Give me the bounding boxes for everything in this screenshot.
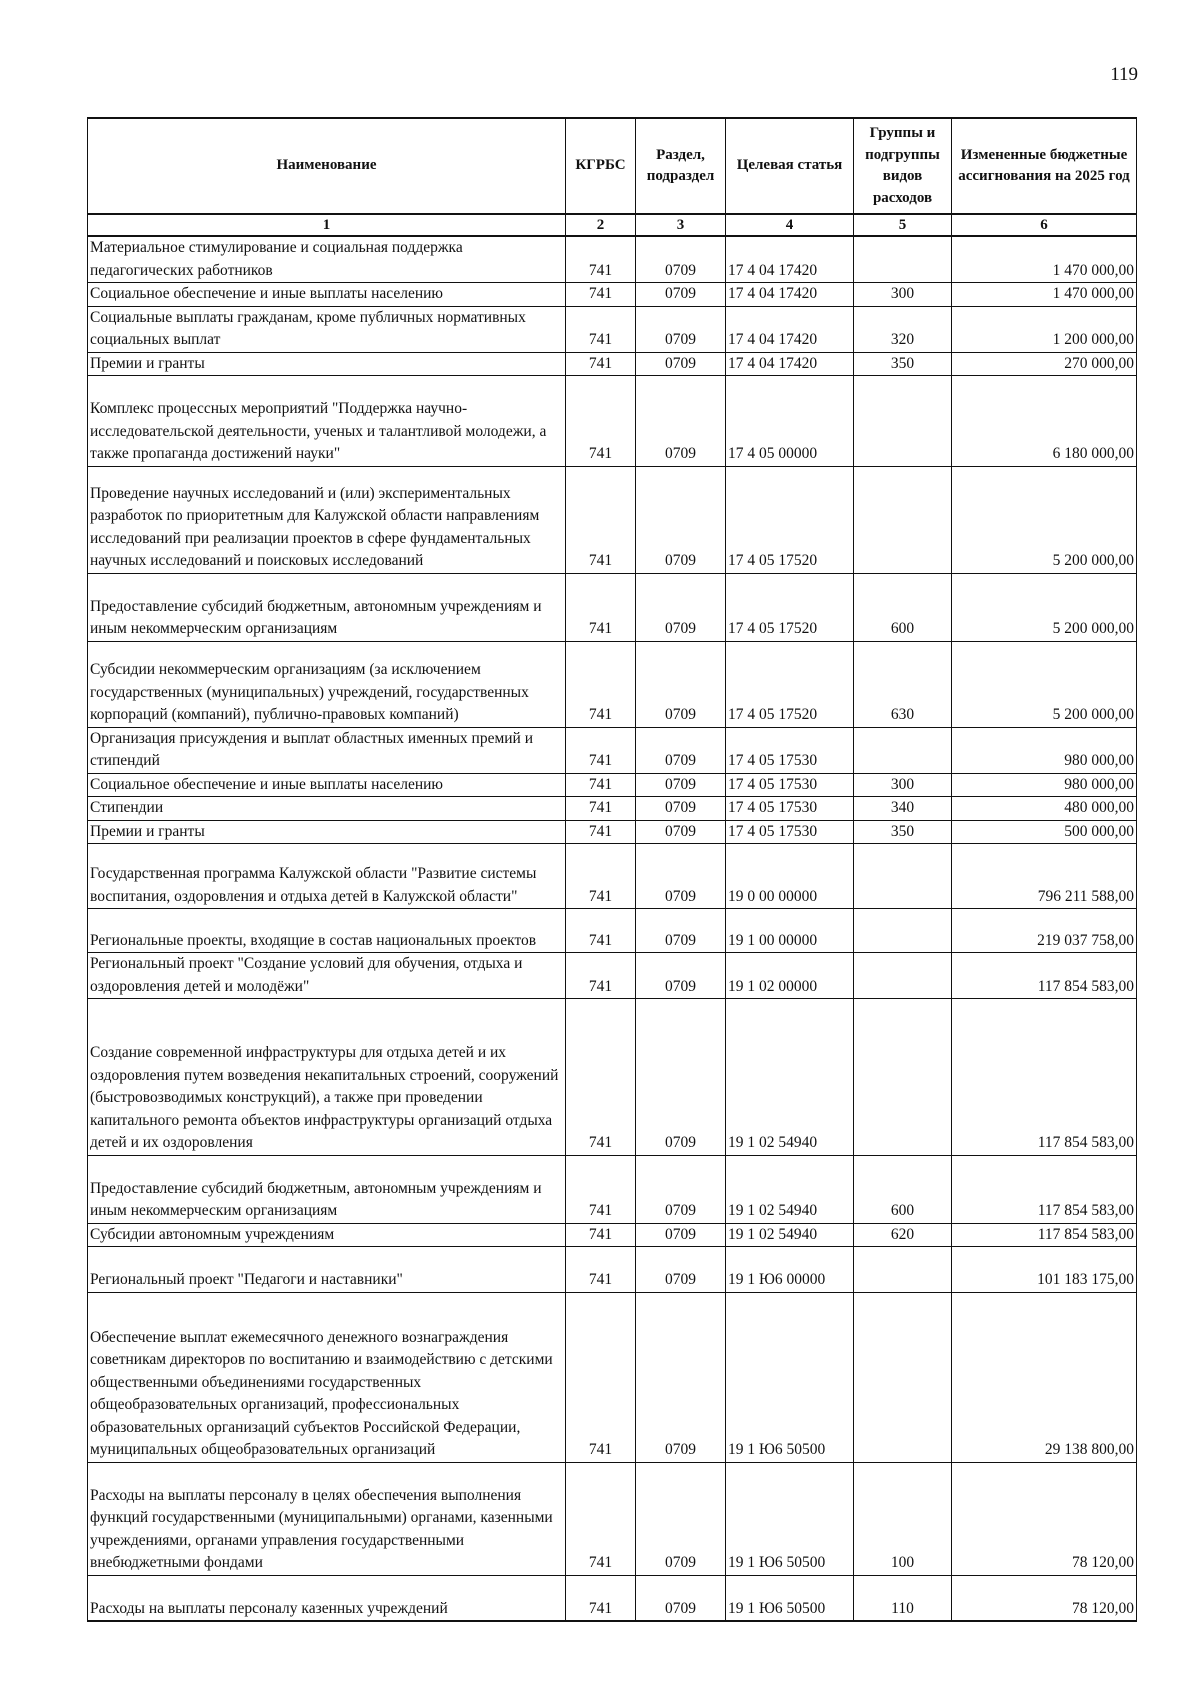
row-group: 100	[854, 1462, 952, 1575]
table-row	[88, 797, 1137, 821]
table-row	[88, 909, 1137, 953]
table-row	[88, 376, 1137, 467]
table-row	[88, 306, 1137, 352]
table-row	[88, 283, 1137, 307]
row-target: 17 4 04 17420	[726, 306, 854, 352]
header-target: Целевая статья	[726, 118, 854, 214]
row-kgrbs: 741	[566, 573, 636, 641]
row-group	[854, 1292, 952, 1462]
header-name: Наименование	[88, 118, 566, 214]
row-target: 17 4 05 17520	[726, 641, 854, 727]
row-kgrbs: 741	[566, 641, 636, 727]
row-section: 0709	[636, 773, 726, 797]
row-section: 0709	[636, 1247, 726, 1293]
row-section: 0709	[636, 844, 726, 909]
header-kgrbs: КГРБС	[566, 118, 636, 214]
row-group	[854, 844, 952, 909]
row-kgrbs: 741	[566, 376, 636, 467]
row-section: 0709	[636, 999, 726, 1156]
row-name: Расходы на выплаты персоналу казенных учреждений	[88, 1575, 566, 1621]
row-target: 17 4 05 17520	[726, 573, 854, 641]
row-name: Организация присуждения и выплат областных именных премий и стипендий	[88, 727, 566, 773]
row-target: 17 4 05 17530	[726, 797, 854, 821]
row-kgrbs: 741	[566, 306, 636, 352]
row-name: Социальные выплаты гражданам, кроме публичных нормативных социальных выплат	[88, 306, 566, 352]
header-number: 4	[726, 214, 854, 236]
row-kgrbs: 741	[566, 1223, 636, 1247]
row-kgrbs: 741	[566, 797, 636, 821]
row-kgrbs: 741	[566, 999, 636, 1156]
table-header	[88, 118, 1137, 236]
row-section: 0709	[636, 1462, 726, 1575]
row-kgrbs: 741	[566, 352, 636, 376]
row-section: 0709	[636, 306, 726, 352]
table-row	[88, 1575, 1137, 1621]
row-section: 0709	[636, 1292, 726, 1462]
row-group	[854, 376, 952, 467]
row-target: 19 1 02 54940	[726, 1223, 854, 1247]
budget-table	[87, 117, 1137, 1622]
row-name: Проведение научных исследований и (или) экспериментальных разработок по приоритетным для Калужской области направлениям исследований при реализации проектов в сфере фундаментальных научных исследований и поисковых исследований	[88, 466, 566, 573]
row-kgrbs: 741	[566, 844, 636, 909]
header-number: 2	[566, 214, 636, 236]
row-group: 620	[854, 1223, 952, 1247]
row-kgrbs: 741	[566, 283, 636, 307]
table-row	[88, 1247, 1137, 1293]
row-target: 17 4 05 00000	[726, 376, 854, 467]
row-kgrbs: 741	[566, 820, 636, 844]
row-amount: 1 200 000,00	[952, 306, 1137, 352]
row-group: 600	[854, 573, 952, 641]
row-target: 17 4 05 17530	[726, 773, 854, 797]
header-number-row	[88, 214, 1137, 236]
row-amount: 29 138 800,00	[952, 1292, 1137, 1462]
row-name: Государственная программа Калужской области "Развитие системы воспитания, оздоровления и отдыха детей в Калужской области"	[88, 844, 566, 909]
row-target: 17 4 04 17420	[726, 283, 854, 307]
row-target: 19 1 Ю6 00000	[726, 1247, 854, 1293]
row-kgrbs: 741	[566, 909, 636, 953]
row-target: 19 1 02 00000	[726, 953, 854, 999]
row-group: 320	[854, 306, 952, 352]
row-section: 0709	[636, 376, 726, 467]
row-amount: 117 854 583,00	[952, 1223, 1137, 1247]
row-group: 350	[854, 352, 952, 376]
row-target: 17 4 05 17530	[726, 820, 854, 844]
row-name: Социальное обеспечение и иные выплаты населению	[88, 773, 566, 797]
row-name: Материальное стимулирование и социальная поддержка педагогических работников	[88, 236, 566, 283]
row-target: 17 4 04 17420	[726, 236, 854, 283]
row-section: 0709	[636, 283, 726, 307]
row-target: 17 4 05 17530	[726, 727, 854, 773]
table-row	[88, 352, 1137, 376]
row-name: Предоставление субсидий бюджетным, автономным учреждениям и иным некоммерческим организациям	[88, 573, 566, 641]
row-amount: 270 000,00	[952, 352, 1137, 376]
row-name: Социальное обеспечение и иные выплаты населению	[88, 283, 566, 307]
row-amount: 480 000,00	[952, 797, 1137, 821]
row-name: Расходы на выплаты персоналу в целях обеспечения выполнения функций государственными (муниципальными) органами, казенными учреждениями, органами управления государственными внебюджетными фондами	[88, 1462, 566, 1575]
row-name: Субсидии некоммерческим организациям (за исключением государственных (муниципальных) учреждений, государственных корпораций (компаний), публично-правовых компаний)	[88, 641, 566, 727]
row-amount: 6 180 000,00	[952, 376, 1137, 467]
row-section: 0709	[636, 573, 726, 641]
table-row	[88, 1223, 1137, 1247]
page-number: 119	[1110, 64, 1138, 85]
row-group: 340	[854, 797, 952, 821]
row-kgrbs: 741	[566, 953, 636, 999]
row-section: 0709	[636, 1155, 726, 1223]
row-section: 0709	[636, 953, 726, 999]
table-row	[88, 573, 1137, 641]
row-amount: 796 211 588,00	[952, 844, 1137, 909]
row-name: Региональный проект "Педагоги и наставники"	[88, 1247, 566, 1293]
row-amount: 219 037 758,00	[952, 909, 1137, 953]
row-target: 19 1 Ю6 50500	[726, 1575, 854, 1621]
row-kgrbs: 741	[566, 1155, 636, 1223]
row-section: 0709	[636, 466, 726, 573]
row-group: 110	[854, 1575, 952, 1621]
row-group: 630	[854, 641, 952, 727]
row-amount: 117 854 583,00	[952, 953, 1137, 999]
table-row	[88, 844, 1137, 909]
row-section: 0709	[636, 820, 726, 844]
row-amount: 78 120,00	[952, 1575, 1137, 1621]
row-amount: 5 200 000,00	[952, 641, 1137, 727]
row-section: 0709	[636, 1223, 726, 1247]
row-amount: 5 200 000,00	[952, 466, 1137, 573]
row-kgrbs: 741	[566, 236, 636, 283]
table-row	[88, 1462, 1137, 1575]
row-target: 19 1 Ю6 50500	[726, 1462, 854, 1575]
row-target: 19 1 02 54940	[726, 999, 854, 1156]
row-kgrbs: 741	[566, 773, 636, 797]
row-name: Стипендии	[88, 797, 566, 821]
header-amount: Измененные бюджетные ассигнования на 2025 год	[952, 118, 1137, 214]
row-group	[854, 909, 952, 953]
row-section: 0709	[636, 909, 726, 953]
row-group: 350	[854, 820, 952, 844]
row-name: Региональные проекты, входящие в состав национальных проектов	[88, 909, 566, 953]
row-name: Создание современной инфраструктуры для отдыха детей и их оздоровления путем возведения некапитальных строений, сооружений (быстровозводимых конструкций), а также при проведении капитального ремонта объектов инфраструктуры организаций отдыха детей и их оздоровления	[88, 999, 566, 1156]
row-section: 0709	[636, 727, 726, 773]
header-number: 5	[854, 214, 952, 236]
row-kgrbs: 741	[566, 727, 636, 773]
row-group	[854, 236, 952, 283]
row-group: 600	[854, 1155, 952, 1223]
header-group: Группы и подгруппы видов расходов	[854, 118, 952, 214]
table-row	[88, 236, 1137, 283]
row-name: Региональный проект "Создание условий для обучения, отдыха и оздоровления детей и молодёжи"	[88, 953, 566, 999]
row-section: 0709	[636, 236, 726, 283]
row-section: 0709	[636, 641, 726, 727]
header-number: 3	[636, 214, 726, 236]
row-amount: 117 854 583,00	[952, 1155, 1137, 1223]
row-amount: 1 470 000,00	[952, 236, 1137, 283]
header-number: 6	[952, 214, 1137, 236]
row-amount: 101 183 175,00	[952, 1247, 1137, 1293]
row-kgrbs: 741	[566, 1247, 636, 1293]
row-kgrbs: 741	[566, 466, 636, 573]
row-group: 300	[854, 283, 952, 307]
row-name: Обеспечение выплат ежемесячного денежного вознаграждения советникам директоров по воспитанию и взаимодействию с детскими общественными объединениями государственных общеобразовательных организаций, профессиональных образовательных организаций субъектов Российской Федерации, муниципальных общеобразовательных организаций	[88, 1292, 566, 1462]
row-kgrbs: 741	[566, 1292, 636, 1462]
header-number: 1	[88, 214, 566, 236]
table-row	[88, 999, 1137, 1156]
row-group	[854, 953, 952, 999]
row-kgrbs: 741	[566, 1575, 636, 1621]
row-group	[854, 727, 952, 773]
table-row	[88, 820, 1137, 844]
row-group	[854, 999, 952, 1156]
row-target: 19 0 00 00000	[726, 844, 854, 909]
table-row	[88, 727, 1137, 773]
row-name: Комплекс процессных мероприятий "Поддержка научно-исследовательской деятельности, ученых и талантливой молодежи, а также пропаганда достижений науки"	[88, 376, 566, 467]
row-amount: 500 000,00	[952, 820, 1137, 844]
row-amount: 117 854 583,00	[952, 999, 1137, 1156]
row-amount: 980 000,00	[952, 727, 1137, 773]
table-row	[88, 466, 1137, 573]
row-group: 300	[854, 773, 952, 797]
header-section: Раздел, подраздел	[636, 118, 726, 214]
row-name: Субсидии автономным учреждениям	[88, 1223, 566, 1247]
table-row	[88, 641, 1137, 727]
row-target: 19 1 02 54940	[726, 1155, 854, 1223]
table-row	[88, 1292, 1137, 1462]
row-amount: 5 200 000,00	[952, 573, 1137, 641]
table-body	[88, 236, 1137, 1621]
row-section: 0709	[636, 1575, 726, 1621]
row-section: 0709	[636, 352, 726, 376]
row-name: Премии и гранты	[88, 820, 566, 844]
row-group	[854, 1247, 952, 1293]
row-amount: 1 470 000,00	[952, 283, 1137, 307]
row-target: 17 4 04 17420	[726, 352, 854, 376]
row-target: 19 1 00 00000	[726, 909, 854, 953]
table-row	[88, 773, 1137, 797]
row-target: 17 4 05 17520	[726, 466, 854, 573]
row-section: 0709	[636, 797, 726, 821]
row-amount: 78 120,00	[952, 1462, 1137, 1575]
row-kgrbs: 741	[566, 1462, 636, 1575]
row-amount: 980 000,00	[952, 773, 1137, 797]
row-group	[854, 466, 952, 573]
table-row	[88, 1155, 1137, 1223]
table-row	[88, 953, 1137, 999]
row-name: Премии и гранты	[88, 352, 566, 376]
row-name: Предоставление субсидий бюджетным, автономным учреждениям и иным некоммерческим организациям	[88, 1155, 566, 1223]
row-target: 19 1 Ю6 50500	[726, 1292, 854, 1462]
